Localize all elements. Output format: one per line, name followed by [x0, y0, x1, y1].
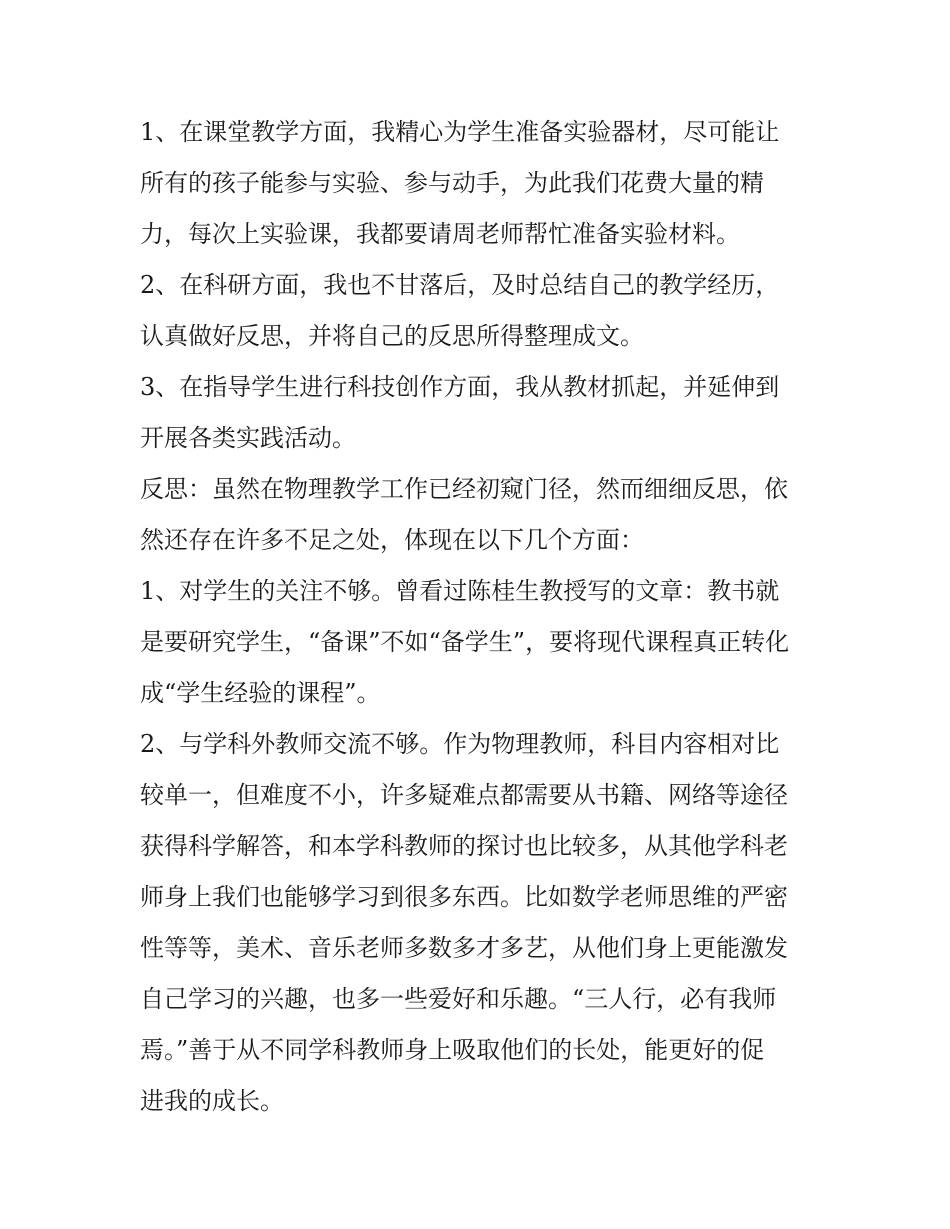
- paragraph-cross-subject-exchange: 2、与学科外教师交流不够。作为物理教师，科目内容相对比 较单一，但难度不小，许多疑难点都需要从书籍、网络等途径 获得科学解答，和本学科教师的探讨也比较多，从其他学科老 师身上我们也能够学习到很多东西。比如数学老师思维的严密 性等等，美术、音乐老师多数多才多艺，从他们身上更能激发 自己学习的兴趣，也多一些爱好和乐趣。“三人行，必有我师 焉。”善于从不同学科教师身上吸取他们的长处，能更好的促 进我的成长。: [140, 730, 788, 1115]
- body-text: [140, 107, 820, 1127]
- paragraph-classroom-teaching: 1、在课堂教学方面，我精心为学生准备实验器材，尽可能让 所有的孩子能参与实验、参与动手，为此我们花费大量的精 力，每次上实验课，我都要请周老师帮忙准备实验材料。: [140, 118, 780, 248]
- paragraph-tech-creation: 3、在指导学生进行科技创作方面，我从教材抓起，并延伸到 开展各类实践活动。: [140, 373, 780, 452]
- paragraph-student-attention: 1、对学生的关注不够。曾看过陈桂生教授写的文章：教书就 是要研究学生，“备课”不如“备学生”，要将现代课程真正转化 成“学生经验的课程”。: [140, 577, 790, 707]
- paragraph-reflection-intro: 反思：虽然在物理教学工作已经初窥门径，然而细细反思，依 然还存在许多不足之处，体现在以下几个方面：: [140, 475, 788, 554]
- paragraph-research: 2、在科研方面，我也不甘落后，及时总结自己的教学经历， 认真做好反思，并将自己的反思所得整理成文。: [140, 271, 780, 350]
